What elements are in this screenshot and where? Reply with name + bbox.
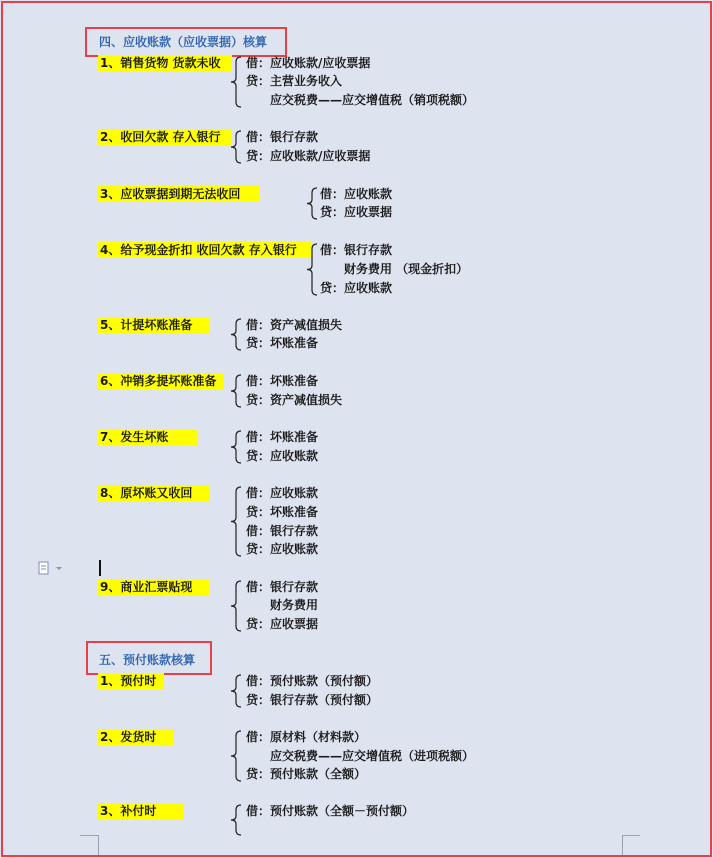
brace-icon — [305, 243, 319, 296]
entry-line: 应交税费——应交增值税（销项税额） — [270, 93, 475, 107]
item-label: 6、冲销多提坏账准备 — [98, 373, 224, 389]
entry-line: 借：银行存款 — [246, 524, 319, 538]
item-label: 4、给予现金折扣 收回欠款 存入银行 — [98, 242, 312, 258]
brace-icon — [229, 318, 243, 351]
entry-line: 贷：坏账准备 — [246, 336, 319, 350]
entry-line: 借：预付账款（全额－预付额） — [246, 804, 415, 818]
text-cursor — [99, 560, 101, 576]
brace-icon — [229, 486, 243, 557]
section5-title: 五、预付账款核算 — [99, 653, 196, 667]
item-label: 3、应收票据到期无法收回 — [98, 186, 260, 202]
entry-line: 贷：应收账款/应收票据 — [246, 149, 371, 163]
entry-line: 财务费用 （现金折扣） — [344, 262, 469, 276]
entry-line: 贷：应收账款 — [246, 542, 319, 556]
paste-options-icon[interactable] — [38, 561, 64, 578]
crop-mark-right-v — [622, 835, 623, 855]
entry-line: 借：应收账款 — [246, 486, 319, 500]
brace-icon — [229, 674, 243, 708]
crop-mark-right — [622, 835, 640, 836]
item-label: 9、商业汇票贴现 — [98, 579, 210, 595]
brace-icon — [229, 804, 243, 836]
entry-line: 贷：应收票据 — [246, 617, 319, 631]
entry-line: 应交税费——应交增值税（进项税额） — [270, 749, 475, 763]
entry-line: 借：银行存款 — [246, 580, 319, 594]
entry-line: 贷：预付账款（全额） — [246, 767, 367, 781]
entry-line: 贷：资产减值损失 — [246, 393, 343, 407]
item-label: 2、发货时 — [98, 729, 174, 745]
item-label: 1、销售货物 货款未收 — [98, 55, 232, 71]
entry-line: 借：坏账准备 — [246, 374, 319, 388]
entry-line: 贷：应收账款 — [320, 281, 393, 295]
entry-line: 借：资产减值损失 — [246, 318, 343, 332]
item-label: 2、收回欠款 存入银行 — [98, 129, 232, 145]
item-label: 5、计提坏账准备 — [98, 317, 210, 333]
crop-mark-left — [80, 835, 98, 836]
brace-icon — [229, 56, 243, 108]
entry-line: 贷：坏账准备 — [246, 505, 319, 519]
crop-mark-left-v — [98, 835, 99, 855]
brace-icon — [229, 580, 243, 632]
entry-line: 借：原材料（材料款） — [246, 730, 367, 744]
item-label: 3、补付时 — [98, 803, 184, 819]
item-label: 8、原坏账又收回 — [98, 485, 210, 501]
entry-line: 借：应收账款 — [320, 187, 393, 201]
brace-icon — [229, 730, 243, 782]
brace-icon — [229, 430, 243, 464]
entry-line: 借：预付账款（预付额） — [246, 674, 379, 688]
entry-line: 贷：应收账款 — [246, 449, 319, 463]
entry-line: 借：银行存款 — [246, 130, 319, 144]
entry-line: 借：银行存款 — [320, 243, 393, 257]
brace-icon — [305, 187, 319, 220]
brace-icon — [229, 374, 243, 408]
section4-title: 四、应收账款（应收票据）核算 — [99, 35, 268, 49]
entry-line: 贷：应收票据 — [320, 205, 393, 219]
entry-line: 财务费用 — [270, 598, 319, 612]
entry-line: 借：坏账准备 — [246, 430, 319, 444]
entry-line: 借：应收账款/应收票据 — [246, 56, 371, 70]
item-label: 7、发生坏账 — [98, 429, 198, 445]
item-label: 1、预付时 — [98, 673, 164, 689]
entry-line: 贷：主营业务收入 — [246, 74, 343, 88]
brace-icon — [229, 130, 243, 164]
entry-line: 贷：银行存款（预付额） — [246, 693, 379, 707]
